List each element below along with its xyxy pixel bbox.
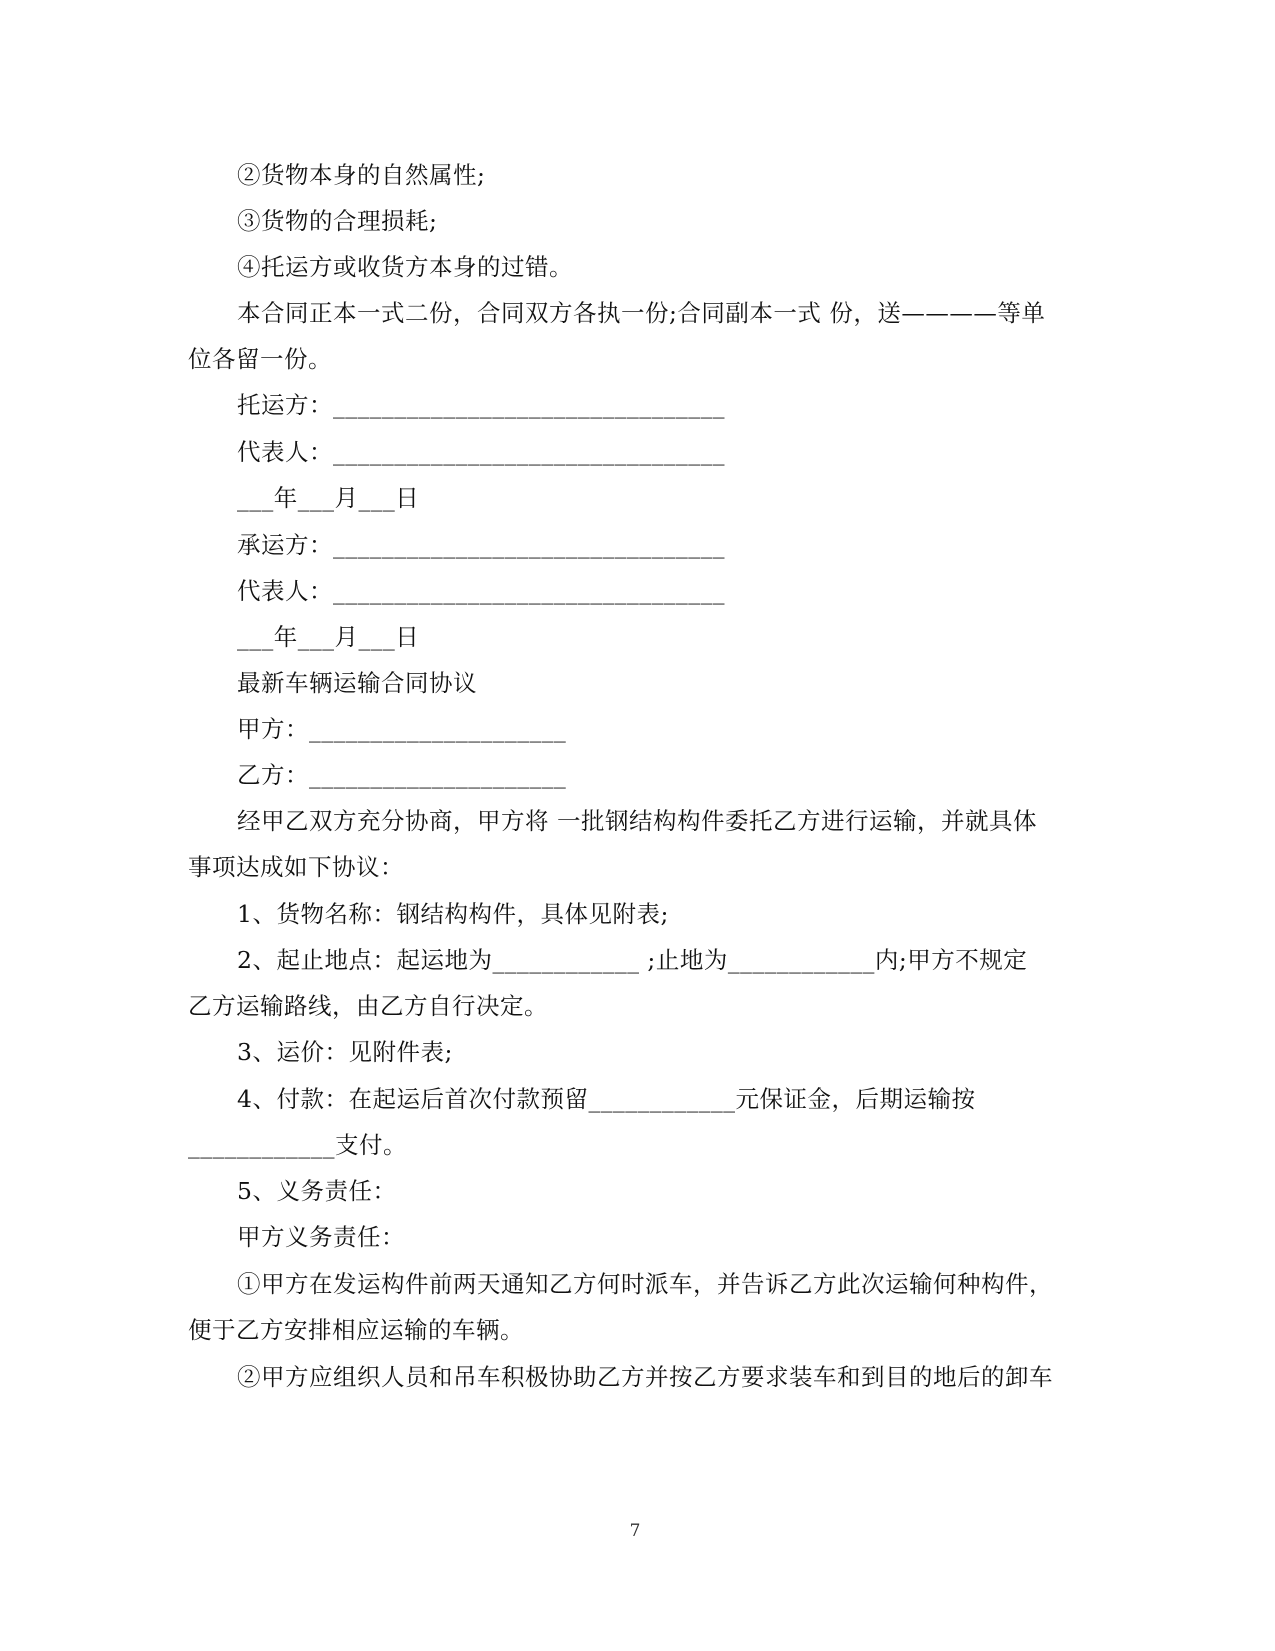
text-line: 经甲乙双方充分协商，甲方将 一批钢结构构件委托乙方进行运输，并就具体 [237,807,1037,835]
signature-line-representative: 代表人：________________________________ [237,577,725,605]
signature-line-representative: 代表人：________________________________ [237,438,725,466]
page-number: 7 [629,1521,641,1541]
clause-item: 1、货物名称：钢结构构件，具体见附表; [237,900,669,928]
signature-line-carrier: 承运方：________________________________ [237,531,725,559]
party-b-line: 乙方：_____________________ [237,761,567,789]
text-line: 乙方运输路线，由乙方自行决定。 [188,992,548,1020]
text-line: ②货物本身的自然属性; [237,161,486,189]
clause-item: 3、运价：见附件表; [237,1038,453,1066]
date-line: ___年___月___日 [237,623,420,651]
subsection-heading: 甲方义务责任： [237,1223,405,1251]
text-line: ③货物的合理损耗; [237,207,438,235]
signature-line-consignor: 托运方：________________________________ [237,391,725,419]
clause-item: 4、付款：在起运后首次付款预留____________元保证金，后期运输按 [237,1085,976,1113]
date-line: ___年___月___日 [237,484,420,512]
clause-item: 2、起止地点：起运地为____________ ;止地为____________内;甲方不规定 [237,946,1028,974]
text-line: ②甲方应组织人员和吊车积极协助乙方并按乙方要求装车和到目的地后的卸车 [237,1363,1053,1391]
clause-item: 5、义务责任： [237,1177,397,1205]
text-line: 位各留一份。 [188,345,332,373]
text-line: ____________支付。 [188,1131,407,1159]
section-title: 最新车辆运输合同协议 [237,669,477,697]
text-line: 事项达成如下协议： [188,853,404,881]
party-a-line: 甲方：_____________________ [237,715,567,743]
text-line: 便于乙方安排相应运输的车辆。 [188,1316,524,1344]
text-line: ④托运方或收货方本身的过错。 [237,253,573,281]
text-line: ①甲方在发运构件前两天通知乙方何时派车，并告诉乙方此次运输何种构件， [237,1270,1053,1298]
text-line: 本合同正本一式二份，合同双方各执一份;合同副本一式 份，送————等单 [237,299,1046,327]
